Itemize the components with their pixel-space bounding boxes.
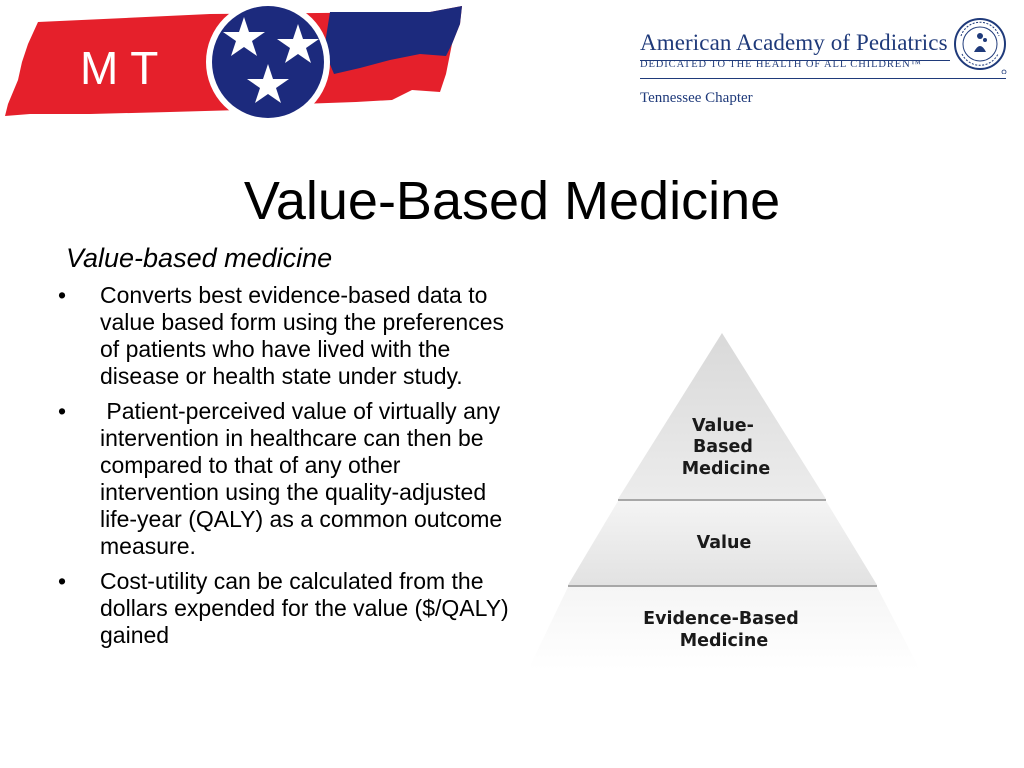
- aap-name: American Academy of Pediatrics: [640, 30, 948, 55]
- pyramid-top-line: Based: [692, 437, 753, 457]
- bullet-item: [58, 568, 510, 649]
- bullet-text: Converts best evidence-based data to value based form using the preferences of patients who have lived with the disease or health state under study.: [100, 282, 505, 389]
- bullet-text: Cost-utility can be calculated from the dollars expended for the value ($/QALY) gained: [100, 568, 509, 648]
- aap-logo: [638, 14, 1014, 114]
- pyramid-top-line: Medicine: [681, 459, 771, 479]
- tennessee-map-icon: [0, 0, 470, 120]
- pyramid-middle-line: Value: [696, 533, 752, 553]
- bullet-item: [58, 282, 510, 390]
- aap-tagline: DEDICATED TO THE HEALTH OF ALL CHILDREN™: [640, 59, 922, 70]
- mt-logo-text: M T: [80, 42, 159, 94]
- bullet-glyph: •: [58, 398, 67, 424]
- bullet-glyph: •: [58, 568, 67, 594]
- bullet-list: [58, 282, 510, 657]
- value-pyramid-diagram: [520, 325, 930, 680]
- bullet-text: Patient-perceived value of virtually any intervention in healthcare can then be compared to that of any other intervention using the quality-adjusted life-year (QALY) as a common outcome measure.: [100, 398, 509, 559]
- pyramid-top-label: [682, 416, 771, 479]
- bullet-item: [58, 398, 510, 560]
- pyramid-top-line: Value-: [691, 416, 754, 436]
- aap-chapter: Tennessee Chapter: [640, 90, 753, 106]
- aap-divider-bottom: [640, 78, 1006, 79]
- bullet-glyph: •: [58, 282, 67, 308]
- pyramid-bottom-line: Medicine: [679, 631, 769, 651]
- pyramid-bottom-line: Evidence-Based: [643, 609, 799, 629]
- subheading: Value-based medicine: [66, 243, 333, 273]
- aap-seal-icon: [952, 16, 1008, 74]
- mt-logo: [0, 0, 470, 120]
- slide-title: Value-Based Medicine: [243, 171, 781, 231]
- pyramid-middle-label: [697, 533, 752, 553]
